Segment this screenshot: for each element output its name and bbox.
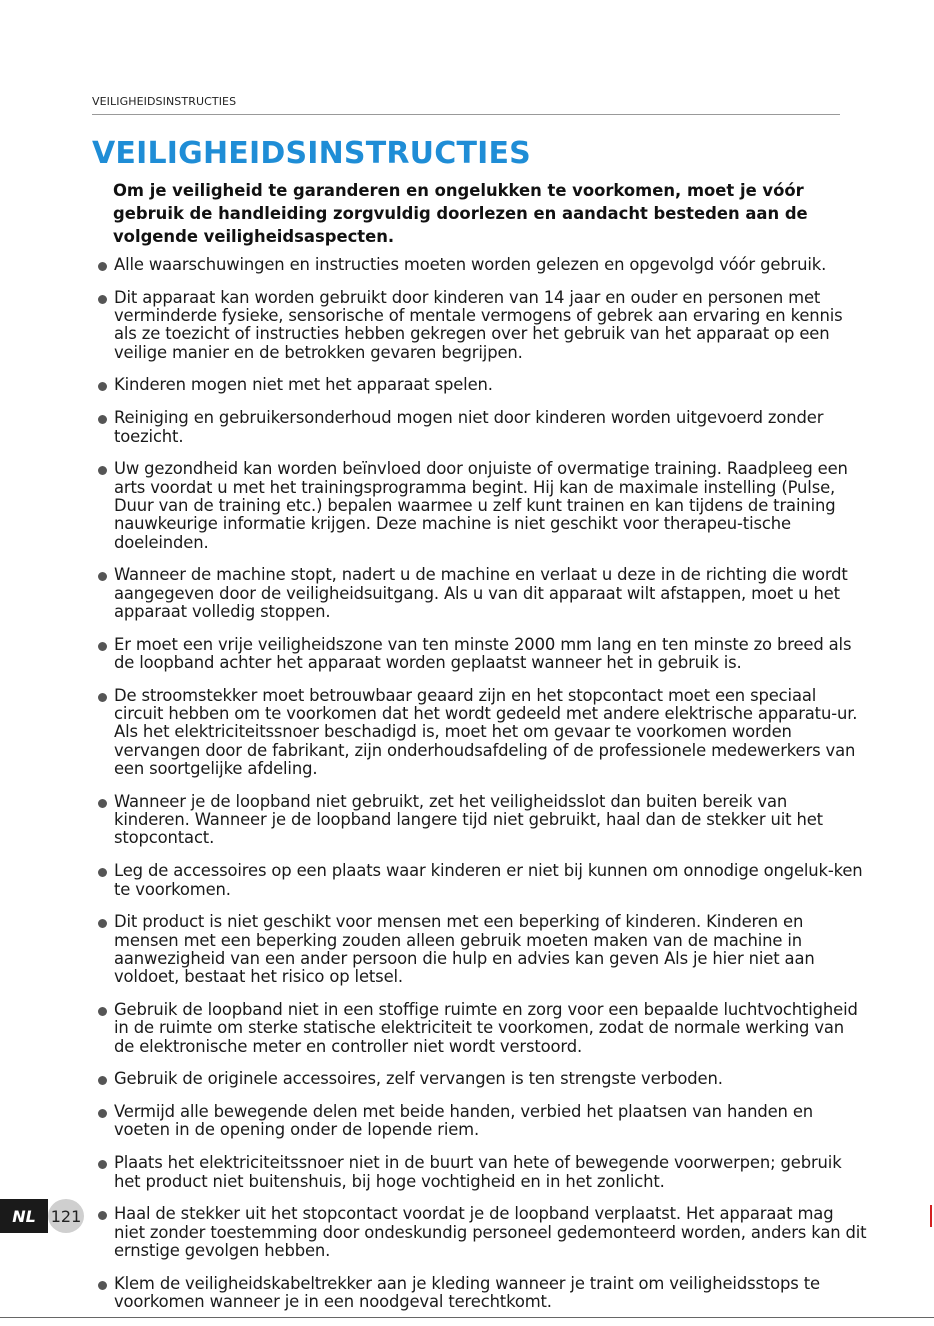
bullet-icon bbox=[98, 382, 107, 391]
list-item-text: Wanneer je de loopband niet gebruikt, zet het veiligheidsslot dan buiten bereik van kinderen. Wanneer je de loopband langere tijd niet gebruikt, haal dan de stekker uit het stopcontact. bbox=[114, 791, 823, 848]
list-item bbox=[97, 256, 867, 274]
list-item-text: Wanneer de machine stopt, nadert u de machine en verlaat u deze in de richting die wordt aangegeven door de veiligheidsuitgang. Als u van dit apparaat wilt afstappen, moet u het apparaat volledig stoppen. bbox=[114, 565, 848, 621]
list-item-text: Dit apparaat kan worden gebruikt door kinderen van 14 jaar en ouder en personen met verminderde fysieke, sensorische of mentale vermogens of gebrek aan ervaring en kennis als ze toezicht of instructies hebben gekregen over het gebruik van het apparaat op een veilige manier en de betrokken gevaren begrijpen. bbox=[114, 287, 843, 362]
list-item bbox=[97, 1275, 867, 1312]
list-item-text: Leg de accessoires op een plaats waar kinderen er niet bij kunnen om onnodige ongeluk-ken te voorkomen. bbox=[114, 861, 863, 899]
bullet-icon bbox=[98, 1076, 107, 1085]
list-item bbox=[97, 376, 867, 394]
list-item bbox=[97, 1001, 867, 1056]
bullet-icon bbox=[98, 693, 107, 702]
bullet-icon bbox=[98, 1281, 107, 1290]
list-item-text: Plaats het elektriciteitssnoer niet in de buurt van hete of bewegende voorwerpen; gebruik het product niet buitenshuis, bij hoge vochtigheid en in het zonlicht. bbox=[114, 1153, 842, 1191]
bullet-icon bbox=[98, 1211, 107, 1220]
header-divider bbox=[92, 114, 840, 115]
bullet-icon bbox=[98, 262, 107, 271]
list-item bbox=[97, 913, 867, 986]
list-item bbox=[97, 1205, 867, 1260]
bullet-icon bbox=[98, 642, 107, 651]
list-item-text: Kinderen mogen niet met het apparaat spelen. bbox=[114, 375, 493, 395]
bullet-icon bbox=[98, 799, 107, 808]
list-item-text: Klem de veiligheidskabeltrekker aan je kleding wanneer je traint om veiligheidsstops te voorkomen wanneer je in een noodgeval terechtkomt. bbox=[114, 1273, 820, 1312]
list-item bbox=[97, 636, 867, 673]
list-item-text: De stroomstekker moet betrouwbaar geaard zijn en het stopcontact moet een speciaal circuit hebben om te voorkomen dat het wordt gedeeld met andere elektrische apparatu-ur. Als het elektriciteitssnoer beschadigd is, moet het om gevaar te voorkomen worden vervangen door de fabrikant, zijn onderhoudsafdeling of de professionele medewerkers van een soortgelijke afdeling. bbox=[114, 685, 858, 779]
language-tab: NL bbox=[0, 1199, 48, 1233]
bullet-icon bbox=[98, 1007, 107, 1016]
list-item bbox=[97, 409, 867, 446]
list-item-text: Uw gezondheid kan worden beïnvloed door onjuiste of overmatige training. Raadpleeg een arts voordat u met het trainingsprogramma begint. Hij kan de maximale instelling (Pulse, Duur van de training etc.) bepalen waarmee u zelf kunt trainen en kan tijdens de training nauwkeurige informatie krijgen. Deze machine is niet geschikt voor therapeu-tische doeleinden. bbox=[114, 459, 848, 552]
bullet-icon bbox=[98, 466, 107, 475]
bullet-icon bbox=[98, 415, 107, 424]
list-item-text: Haal de stekker uit het stopcontact voordat je de loopband verplaatst. Het apparaat mag niet zonder toestemming door ondeskundig personeel gedemonteerd worden, anders kan dit ernstige gevolgen hebben. bbox=[114, 1204, 867, 1260]
page-number-badge: 121 bbox=[48, 1199, 84, 1233]
edge-marker bbox=[930, 1205, 932, 1227]
list-item-text: Gebruik de loopband niet in een stoffige ruimte en zorg voor een bepaalde luchtvochtigheid in de ruimte om sterke statische elektriciteit te voorkomen, zodat de normale werking van de elektronische meter en controller niet wordt verstoord. bbox=[114, 1000, 858, 1056]
list-item bbox=[97, 793, 867, 848]
list-item bbox=[97, 1103, 867, 1140]
list-item-text: Alle waarschuwingen en instructies moeten worden gelezen en opgevolgd vóór gebruik. bbox=[114, 255, 827, 274]
list-item bbox=[97, 1070, 867, 1088]
list-item-text: Vermijd alle bewegende delen met beide handen, verbied het plaatsen van handen en voeten in de opening onder de lopende riem. bbox=[114, 1102, 813, 1140]
bullet-icon bbox=[98, 1160, 107, 1169]
running-header: VEILIGHEIDSINSTRUCTIES bbox=[92, 95, 237, 108]
list-item bbox=[97, 687, 867, 778]
safety-instructions-list bbox=[97, 256, 867, 1326]
bullet-icon bbox=[98, 572, 107, 581]
list-item-text: Dit product is niet geschikt voor mensen met een beperking of kinderen. Kinderen en mensen met een beperking zouden alleen gebruik moeten maken van de machine in aanwezigheid van een ander persoon die hulp en advies kan geven Als je hier niet aan voldoet, bestaat het risico op letsel. bbox=[114, 912, 815, 987]
intro-paragraph: Om je veiligheid te garanderen en ongelukken te voorkomen, moet je vóór gebruik de handleiding zorgvuldig doorlezen en aandacht besteden aan de volgende veiligheidsaspecten. bbox=[113, 181, 808, 246]
bullet-icon bbox=[98, 1109, 107, 1118]
list-item bbox=[97, 862, 867, 899]
list-item-text: Reiniging en gebruikersonderhoud mogen niet door kinderen worden uitgevoerd zonder toezicht. bbox=[114, 408, 824, 446]
list-item bbox=[97, 289, 867, 362]
list-item bbox=[97, 1154, 867, 1191]
bullet-icon bbox=[98, 295, 107, 304]
list-item-text: Er moet een vrije veiligheidszone van ten minste 2000 mm lang en ten minste zo breed als de loopband achter het apparaat worden geplaatst wanneer het in gebruik is. bbox=[114, 634, 852, 673]
bullet-icon bbox=[98, 919, 107, 928]
page-title: VEILIGHEIDSINSTRUCTIES bbox=[92, 136, 531, 171]
bottom-divider bbox=[0, 1317, 934, 1318]
list-item bbox=[97, 566, 867, 621]
list-item bbox=[97, 460, 867, 551]
bullet-icon bbox=[98, 868, 107, 877]
list-item-text: Gebruik de originele accessoires, zelf vervangen is ten strengste verboden. bbox=[114, 1069, 723, 1089]
